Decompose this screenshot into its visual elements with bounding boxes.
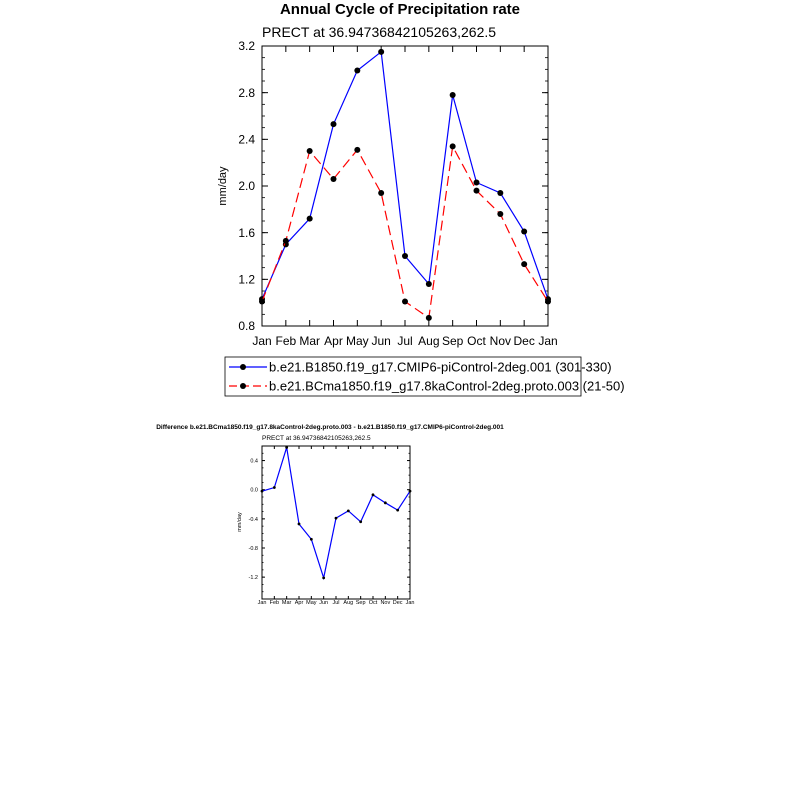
y-tick-label: 2.8 xyxy=(238,85,255,100)
x-tick-label: Jan xyxy=(538,334,558,348)
data-point xyxy=(331,121,337,127)
x-tick-label: Dec xyxy=(392,600,403,606)
x-tick-label: Jul xyxy=(332,600,340,606)
data-point xyxy=(402,253,408,259)
x-tick-label: Apr xyxy=(294,600,304,606)
legend-label-2: b.e21.BCma1850.f19_g17.8kaControl-2deg.proto.003 (21-50) xyxy=(269,378,625,394)
y-axis-label: mm/day xyxy=(217,166,229,206)
x-tick-label: Feb xyxy=(269,600,280,606)
x-tick-label: Oct xyxy=(368,600,378,606)
data-point xyxy=(409,490,412,493)
data-point xyxy=(347,509,350,512)
legend-label-1: b.e21.B1850.f19_g17.CMIP6-piControl-2deg.001 (301-330) xyxy=(269,359,612,375)
data-point xyxy=(450,92,456,98)
data-point xyxy=(335,517,338,520)
y-tick-label: -0.4 xyxy=(248,516,258,523)
y-tick-label: -1.2 xyxy=(248,575,258,582)
chart-subtitle: PRECT at 36.94736842105263,262.5 xyxy=(262,435,371,442)
x-tick-label: Feb xyxy=(275,334,297,348)
data-point xyxy=(474,180,480,186)
x-tick-label: Jun xyxy=(319,600,329,606)
data-point xyxy=(521,261,527,267)
data-point xyxy=(384,501,387,504)
plot-frame xyxy=(262,46,548,326)
legend xyxy=(225,357,625,396)
data-point xyxy=(354,147,360,153)
x-tick-label: Jan xyxy=(252,334,272,348)
data-point xyxy=(359,520,362,523)
data-point xyxy=(372,493,375,496)
data-point xyxy=(259,299,265,305)
series-line-2 xyxy=(262,146,548,318)
y-tick-label: 0.4 xyxy=(250,458,258,465)
legend-marker xyxy=(240,383,246,389)
x-tick-label: Aug xyxy=(343,600,354,606)
x-tick-label: Mar xyxy=(299,334,321,348)
data-point xyxy=(497,211,503,217)
data-point xyxy=(307,216,313,222)
data-point xyxy=(307,148,313,154)
data-point xyxy=(261,490,264,493)
y-tick-label: 2.4 xyxy=(238,132,255,147)
x-tick-label: Sep xyxy=(441,334,464,348)
data-point xyxy=(521,229,527,235)
y-tick-label: 3.2 xyxy=(238,39,255,54)
data-point xyxy=(378,49,384,55)
series-line-1 xyxy=(262,447,410,577)
x-tick-label: Jul xyxy=(397,334,413,348)
chart-subtitle: PRECT at 36.94736842105263,262.5 xyxy=(262,24,497,40)
data-point xyxy=(497,190,503,196)
y-axis-label: mm/day xyxy=(237,512,243,532)
data-point xyxy=(298,523,301,526)
chart-title: Difference b.e21.BCma1850.f19_g17.8kaControl-2deg.proto.003 - b.e21.B1850.f19_g17.CMIP6-piControl-2deg.001 xyxy=(156,424,504,431)
data-point xyxy=(310,538,313,541)
data-point xyxy=(474,188,480,194)
data-point xyxy=(545,299,551,305)
chart-2 xyxy=(156,424,504,606)
x-tick-label: Sep xyxy=(355,600,366,606)
x-tick-label: Jan xyxy=(257,600,267,606)
y-tick-label: 1.6 xyxy=(238,225,255,240)
data-point xyxy=(354,68,360,74)
data-point xyxy=(450,143,456,149)
data-point xyxy=(273,486,276,489)
series-line-1 xyxy=(262,52,548,299)
y-tick-label: -0.8 xyxy=(248,545,258,552)
data-point xyxy=(285,446,288,449)
chart-1 xyxy=(217,1,625,396)
data-point xyxy=(283,238,289,244)
x-tick-label: May xyxy=(306,600,317,606)
y-tick-label: 0.8 xyxy=(238,319,255,334)
x-tick-label: Aug xyxy=(418,334,440,348)
x-tick-label: Nov xyxy=(489,334,512,348)
x-tick-label: Apr xyxy=(324,334,343,348)
y-tick-label: 1.2 xyxy=(238,272,255,287)
data-point xyxy=(396,509,399,512)
chart-title: Annual Cycle of Precipitation rate xyxy=(279,1,521,18)
data-point xyxy=(378,190,384,196)
x-tick-label: Oct xyxy=(467,334,486,348)
data-point xyxy=(322,576,325,579)
x-tick-label: Nov xyxy=(380,600,391,606)
x-tick-label: Jan xyxy=(405,600,415,606)
y-tick-label: 0.0 xyxy=(250,487,258,494)
x-tick-label: Jun xyxy=(371,334,391,348)
data-point xyxy=(402,299,408,305)
data-point xyxy=(426,315,432,321)
data-point xyxy=(331,176,337,182)
x-tick-label: Dec xyxy=(513,334,535,348)
legend-marker xyxy=(240,364,246,370)
plot-frame xyxy=(262,446,410,599)
y-tick-label: 2.0 xyxy=(238,179,255,194)
x-tick-label: May xyxy=(345,334,369,348)
x-tick-label: Mar xyxy=(281,600,292,606)
data-point xyxy=(426,281,432,287)
